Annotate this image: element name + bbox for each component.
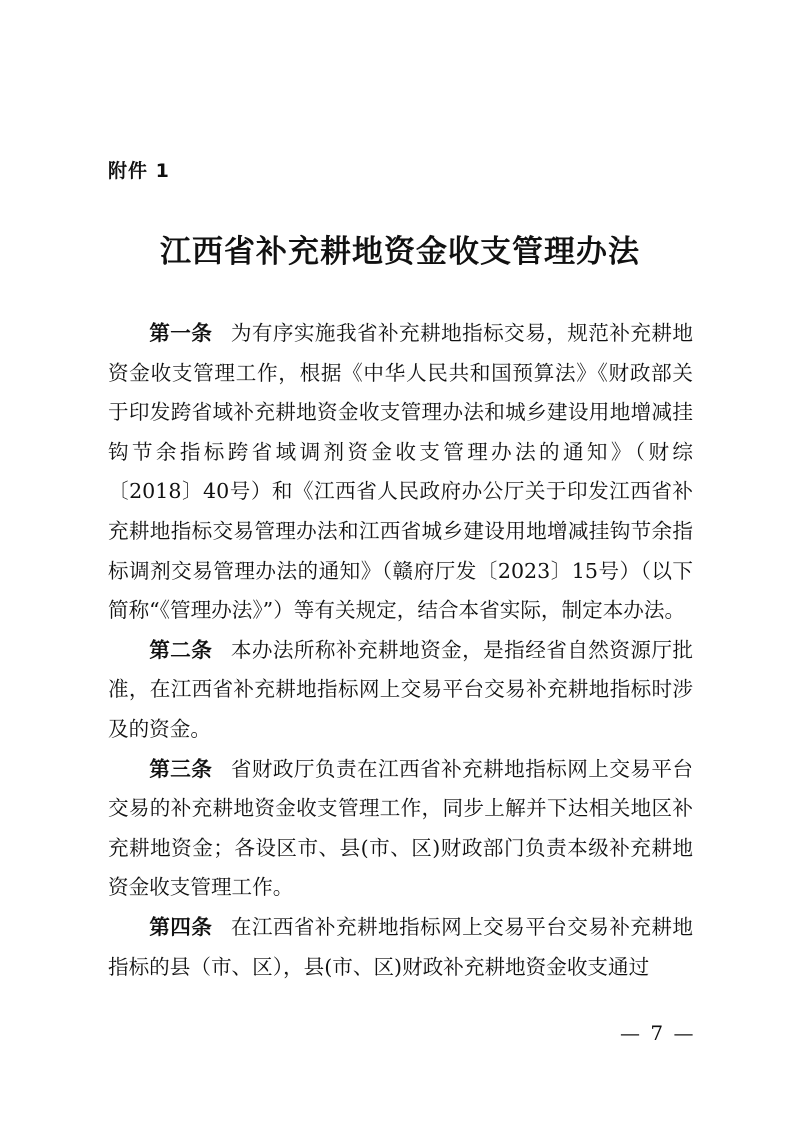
article-1-heading: 第一条 [149,321,213,345]
document-body [108,314,693,987]
article-4-heading: 第四条 [149,914,213,939]
article-2 [108,631,693,750]
article-4-text: 在江西省补充耕地指标网上交易平台交易补充耕地指标的县（市、区），县(市、区)财政补充耕地资金收支通过 [108,914,694,979]
article-3-heading: 第三条 [149,756,213,781]
article-3-text: 省财政厅负责在江西省补充耕地指标网上交易平台交易的补充耕地资金收支管理工作，同步上解并下达相关地区补充耕地资金；各设区市、县(市、区)财政部门负责本级补充耕地资金收支管理工作。 [108,756,694,900]
article-2-text: 本办法所称补充耕地资金，是指经省自然资源厅批准，在江西省补充耕地指标网上交易平台交易补充耕地指标时涉及的资金。 [108,637,694,741]
document-title: 江西省补充耕地资金收支管理办法 [160,234,640,270]
page-number: — 7 — [620,1021,696,1045]
article-3 [108,750,693,908]
attachment-label: 附件 1 [108,160,170,182]
article-1-text: 为有序实施我省补充耕地指标交易，规范补充耕地资金收支管理工作，根据《中华人民共和国预算法》《财政部关于印发跨省域补充耕地资金收支管理办法和城乡建设用地增减挂钩节余指标跨省域调剂资金收支管理办法的通知》（财综〔2018〕40号）和《江西省人民政府办公厅关于印发江西省补充耕地指标交易管理办法和江西省城乡建设用地增减挂钩节余指标调剂交易管理办法的通知》（赣府厅发〔2023〕15号）（以下简称“《管理办法》”）等有关规定，结合本省实际，制定本办法。 [108,321,694,623]
article-1 [108,314,693,631]
article-4 [108,908,693,987]
article-2-heading: 第二条 [149,637,213,662]
